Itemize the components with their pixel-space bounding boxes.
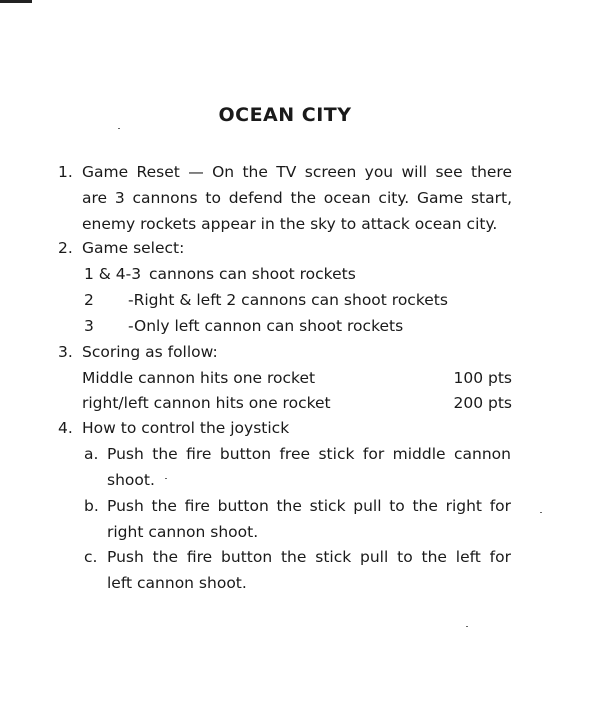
sub-b-letter: b.	[84, 497, 99, 515]
scan-speck	[540, 512, 542, 513]
sub-c-letter: c.	[84, 548, 98, 566]
item-4-number: 4.	[58, 419, 73, 437]
scan-speck	[118, 128, 120, 129]
item-1-line-2: are 3 cannons to defend the ocean city. Game start,	[82, 189, 512, 207]
sub-c-line-1: Push the fire button the stick pull to the left for	[107, 548, 511, 566]
item-2-number: 2.	[58, 239, 73, 257]
sub-a-line-2: shoot.	[107, 471, 155, 489]
game-mode-2-key: 2	[84, 291, 94, 309]
scan-speck	[466, 626, 468, 627]
score-row-2-points: 200 pts	[453, 394, 512, 412]
score-row-1-label: Middle cannon hits one rocket	[82, 369, 316, 387]
sub-a-letter: a.	[84, 445, 99, 463]
sub-a-line-1: Push the fire button free stick for middle cannon	[107, 445, 511, 463]
game-mode-1-text: cannons can shoot rockets	[149, 265, 356, 283]
item-1-number: 1.	[58, 163, 73, 181]
score-row-1-points: 100 pts	[453, 369, 512, 387]
game-mode-3-text: -Only left cannon can shoot rockets	[128, 317, 404, 335]
score-row-2-label: right/left cannon hits one rocket	[82, 394, 331, 412]
item-3-number: 3.	[58, 343, 73, 361]
item-1-line-1: Game Reset — On the TV screen you will see there	[82, 163, 512, 181]
page-title: OCEAN CITY	[218, 104, 352, 126]
item-3-heading: Scoring as follow:	[82, 343, 218, 361]
scan-corner-mark	[0, 0, 32, 3]
game-mode-3-key: 3	[84, 317, 94, 335]
sub-b-line-1: Push the fire button the stick pull to the right for	[107, 497, 511, 515]
item-4-heading: How to control the joystick	[82, 419, 290, 437]
game-mode-1-key: 1 & 4-3	[84, 265, 142, 283]
game-mode-2-text: -Right & left 2 cannons can shoot rockets	[128, 291, 448, 309]
sub-b-line-2: right cannon shoot.	[107, 523, 259, 541]
scan-speck	[165, 478, 167, 479]
item-2-heading: Game select:	[82, 239, 185, 257]
sub-c-line-2: left cannon shoot.	[107, 574, 247, 592]
item-1-line-3: enemy rockets appear in the sky to attack ocean city.	[82, 215, 498, 233]
